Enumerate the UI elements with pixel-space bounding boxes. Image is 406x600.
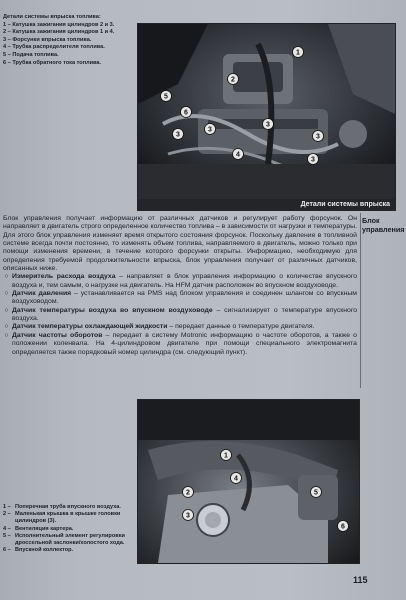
callout-label: 6 (341, 523, 345, 531)
callout-label: 5 (164, 93, 168, 101)
sensor-description: – передает данные о температуре двигателя. (167, 323, 315, 331)
bullet-icon: ○ (4, 306, 9, 314)
bottom-photo-caption (3, 504, 135, 554)
page-number: 115 (353, 575, 368, 585)
bullet-icon: ○ (4, 290, 9, 298)
list-item (3, 290, 357, 307)
sensor-term: Измеритель расхода воздуха (12, 273, 116, 281)
caption-item (3, 533, 135, 547)
caption-item (3, 526, 135, 533)
callout-label: 3 (311, 156, 315, 164)
top-photo-caption (3, 14, 135, 67)
caption-item: 5 – Подача топлива. (3, 51, 59, 58)
callout-marker (311, 487, 322, 498)
caption-number: 2 – (3, 511, 11, 518)
callout-marker (183, 487, 194, 498)
caption-number: 6 – (3, 547, 11, 554)
callout-marker (205, 124, 216, 135)
callout-marker (293, 47, 304, 58)
callout-marker (338, 521, 349, 532)
caption-item (3, 511, 135, 525)
bullet-icon: ○ (4, 331, 9, 339)
sensor-term: Датчик температуры охлаждающей жидкости (12, 323, 168, 331)
callout-label: 6 (184, 109, 188, 117)
callout-label: 3 (208, 126, 212, 134)
section-title-bar (137, 199, 396, 211)
callout-label: 4 (236, 151, 240, 159)
sensor-description: – передает в систему Motronic информацию о частоте оборотов, а также о положении коленвала. На 4-цилиндровом двигателе при помощи специального электромагнита определяется также порядковый номер цилиндра (см. следующий пункт). (12, 331, 357, 356)
margin-divider (360, 213, 361, 388)
callout-label: 4 (234, 475, 238, 483)
engine-photo-injection-parts (137, 23, 396, 201)
callout-label: 3 (186, 512, 190, 520)
callout-label: 3 (266, 121, 270, 129)
side-heading-line: управления (362, 225, 405, 235)
callout-marker (173, 129, 184, 140)
caption-item: 3 – Форсунки впрыска топлива. (3, 36, 92, 43)
sensor-description: – направляет в блок управления информацию о количестве впускного воздуха и, тем самым, о нагрузке на двигатель. На HFM датчик расположен во впускном воздуховоде. (12, 273, 357, 289)
list-item (3, 323, 357, 331)
callout-marker (183, 510, 194, 521)
callout-marker (228, 74, 239, 85)
callout-label: 5 (314, 489, 318, 497)
callout-marker (161, 91, 172, 102)
callout-marker (313, 131, 324, 142)
list-item (3, 307, 357, 324)
list-item (3, 332, 357, 357)
intake-photo-image (138, 400, 359, 563)
side-heading-line: Блок (362, 216, 380, 225)
body-text (3, 215, 357, 357)
bullet-icon: ○ (4, 273, 9, 281)
engine-photo-image (138, 24, 395, 200)
callout-marker (231, 473, 242, 484)
caption-item: 6 – Трубка обратного тока топлива. (3, 59, 102, 66)
sensor-term: Датчик температуры воздуха во впускном воздуховоде (12, 306, 213, 314)
callout-marker (308, 154, 319, 165)
sensor-term: Датчик давления (12, 290, 72, 298)
sensor-term: Датчик частоты оборотов (12, 331, 103, 339)
sensor-description: – сигнализирует о температуре впускного воздуха. (12, 306, 357, 323)
caption-text: Исполнительный элемент регулировки дроссельной заслонки/холостого хода. (15, 532, 125, 547)
caption-text: Вентиляция картера. (15, 525, 74, 532)
intro-paragraph: Блок управления получает информацию от различных датчиков и регулирует работу форсунок. Он направляет в двигатель строго определенное количество топлива – в зависимости от нагрузки и температуры. Для этого блок управления изменяет время открытого состояния форсунок. Поскольку давление в топливной системе всегда почти постоянно, то изменять объем топлива, направляемого в двигатель, можно только при помощи изменения времени, в течение которого форсунки открыты. Информацию, необходимую для определения требуемой продолжительности впрыска, блок управления получает от различных датчиков, описанных ниже. (3, 215, 357, 273)
caption-text: Впускной коллектор. (15, 547, 74, 554)
callout-label: 3 (176, 131, 180, 139)
caption-title: Детали системы впрыска топлива: (3, 14, 101, 20)
caption-item: 2 – Катушка зажигания цилиндров 1 и 4. (3, 29, 115, 36)
caption-item (3, 547, 135, 554)
caption-item (3, 504, 135, 511)
side-heading (362, 216, 404, 235)
callout-marker (263, 119, 274, 130)
callout-marker (221, 450, 232, 461)
callout-marker (181, 107, 192, 118)
section-title: Детали системы впрыска (300, 201, 390, 208)
callout-marker (233, 149, 244, 160)
caption-item: 1 – Катушка зажигания цилиндров 2 и 3. (3, 21, 115, 28)
callout-label: 3 (316, 133, 320, 141)
callout-label: 2 (186, 489, 190, 497)
callout-label: 2 (231, 76, 235, 84)
callout-label: 1 (296, 49, 300, 57)
sensor-list (3, 273, 357, 356)
bullet-icon: ○ (4, 323, 9, 331)
caption-number: 5 – (3, 532, 11, 539)
engine-photo-intake (137, 399, 360, 564)
caption-text: Поперечная труба впускного воздуха. (15, 504, 121, 510)
list-item (3, 273, 357, 290)
callout-label: 1 (224, 452, 228, 460)
caption-text: Маленькая крышка в крышке головки цилиндров (3). (15, 511, 121, 525)
sensor-description: – устанавливается на PMS над блоком управления и соединен шлангом со впускным воздуховодом. (12, 290, 357, 306)
caption-number: 4 – (3, 525, 11, 532)
caption-item: 4 – Трубка распределителя топлива. (3, 44, 105, 51)
caption-number: 1 – (3, 504, 11, 510)
